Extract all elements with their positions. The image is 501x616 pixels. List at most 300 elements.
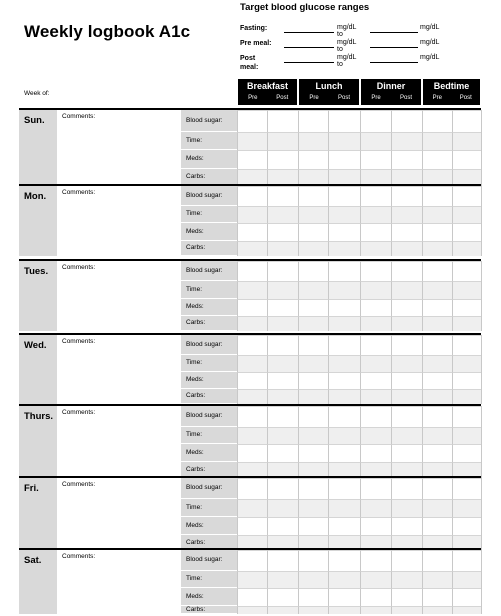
entry-cell[interactable] (328, 281, 360, 299)
grid-right-edge (481, 241, 482, 256)
row-label-4: Carbs: (181, 535, 237, 550)
entry-cell[interactable] (422, 571, 452, 588)
entry-cell[interactable] (422, 517, 452, 535)
entry-cell[interactable] (267, 355, 298, 372)
entry-cell[interactable] (267, 478, 298, 499)
entry-cell[interactable] (391, 241, 422, 256)
entry-cell[interactable] (237, 281, 267, 299)
entry-cell[interactable] (237, 499, 267, 517)
entry-cell[interactable] (360, 132, 391, 150)
day-name: Wed. (24, 340, 47, 351)
entry-cell[interactable] (267, 389, 298, 404)
row-label-1: Blood sugar: (181, 261, 237, 280)
entry-cell[interactable] (298, 499, 328, 517)
entry-cell[interactable] (452, 206, 481, 223)
entry-cell[interactable] (298, 223, 328, 241)
entry-cell[interactable] (328, 316, 360, 331)
day-name: Sat. (24, 555, 42, 566)
grid-right-edge (481, 110, 482, 132)
pre-label: Pre (371, 95, 381, 101)
entry-cell[interactable] (298, 261, 328, 281)
entry-cell[interactable] (391, 389, 422, 404)
target-unit-end: mg/dL (420, 54, 440, 61)
entry-cell[interactable] (298, 206, 328, 223)
entry-cell[interactable] (391, 132, 422, 150)
grid-right-edge (481, 281, 482, 299)
row-label-3: Meds: (181, 299, 237, 315)
entry-cell[interactable] (237, 444, 267, 462)
entry-cell[interactable] (298, 132, 328, 150)
target-ranges-heading: Target blood glucose ranges (240, 2, 370, 13)
entry-cell[interactable] (237, 241, 267, 256)
target-row-label: Post meal: (240, 55, 259, 71)
target-max-field[interactable] (370, 47, 418, 48)
target-row-label: Pre meal: (240, 40, 272, 47)
meal-name: Breakfast (246, 81, 289, 91)
entry-cell[interactable] (452, 261, 481, 281)
entry-cell[interactable] (391, 478, 422, 499)
entry-cell[interactable] (391, 261, 422, 281)
entry-cell[interactable] (267, 499, 298, 517)
row-label-3: Meds: (181, 444, 237, 461)
entry-cell[interactable] (391, 372, 422, 389)
row-label-2: Time: (181, 132, 237, 149)
entry-cell[interactable] (328, 389, 360, 404)
meal-name: Lunch (315, 81, 343, 91)
entry-cell[interactable] (267, 606, 298, 614)
entry-cell[interactable] (391, 206, 422, 223)
entry-cell[interactable] (237, 316, 267, 331)
target-max-field[interactable] (370, 62, 418, 63)
entry-cell[interactable] (360, 316, 391, 331)
entry-cell[interactable] (452, 406, 481, 427)
target-min-field[interactable] (284, 47, 334, 48)
entry-cell[interactable] (237, 355, 267, 372)
entry-cell[interactable] (237, 550, 267, 571)
entry-cell[interactable] (237, 478, 267, 499)
entry-cell[interactable] (391, 281, 422, 299)
entry-cell[interactable] (452, 299, 481, 316)
page-title: Weekly logbook A1c (24, 22, 191, 41)
entry-cell[interactable] (237, 571, 267, 588)
entry-cell[interactable] (422, 132, 452, 150)
entry-cell[interactable] (237, 261, 267, 281)
entry-cell[interactable] (391, 499, 422, 517)
grid-right-edge (481, 299, 482, 316)
target-unit-end: mg/dL (420, 39, 440, 46)
entry-cell[interactable] (328, 186, 360, 206)
entry-cell[interactable] (237, 517, 267, 535)
entry-cell[interactable] (452, 281, 481, 299)
entry-cell[interactable] (328, 444, 360, 462)
pre-label: Pre (432, 95, 442, 101)
entry-cell[interactable] (267, 281, 298, 299)
entry-cell[interactable] (328, 150, 360, 169)
entry-cell[interactable] (298, 335, 328, 355)
entry-cell[interactable] (452, 588, 481, 606)
grid-right-edge (481, 535, 482, 551)
entry-cell[interactable] (360, 110, 391, 132)
grid-right-edge (481, 499, 482, 517)
target-unit-to: mg/dL to (337, 39, 357, 53)
entry-cell[interactable] (452, 110, 481, 132)
row-label-2: Time: (181, 281, 237, 298)
entry-cell[interactable] (360, 261, 391, 281)
entry-cell[interactable] (328, 110, 360, 132)
post-label: Post (459, 95, 472, 101)
entry-cell[interactable] (298, 316, 328, 331)
target-min-field[interactable] (284, 32, 334, 33)
row-label-2: Time: (181, 206, 237, 222)
entry-cell[interactable] (391, 316, 422, 331)
entry-cell[interactable] (391, 186, 422, 206)
entry-cell[interactable] (328, 478, 360, 499)
entry-cell[interactable] (237, 389, 267, 404)
comments-label: Comments: (62, 189, 96, 196)
entry-cell[interactable] (452, 606, 481, 614)
entry-cell[interactable] (422, 335, 452, 355)
grid-right-edge (481, 335, 482, 355)
entry-cell[interactable] (267, 186, 298, 206)
entry-cell[interactable] (452, 335, 481, 355)
grid-right-edge (481, 444, 482, 462)
entry-cell[interactable] (391, 355, 422, 372)
entry-cell[interactable] (328, 550, 360, 571)
row-label-2: Time: (181, 499, 237, 516)
entry-cell[interactable] (360, 606, 391, 614)
entry-cell[interactable] (267, 241, 298, 256)
grid-right-edge (481, 132, 482, 150)
meal-header-bedtime (423, 79, 480, 105)
entry-cell[interactable] (422, 241, 452, 256)
entry-cell[interactable] (237, 606, 267, 614)
entry-cell[interactable] (237, 427, 267, 444)
entry-cell[interactable] (237, 110, 267, 132)
grid-right-edge (481, 517, 482, 535)
entry-cell[interactable] (360, 427, 391, 444)
entry-cell[interactable] (298, 406, 328, 427)
row-label-1: Blood sugar: (181, 550, 237, 570)
entry-cell[interactable] (452, 478, 481, 499)
comments-label: Comments: (62, 338, 96, 345)
entry-cell[interactable] (328, 517, 360, 535)
entry-cell[interactable] (298, 372, 328, 389)
entry-cell[interactable] (298, 427, 328, 444)
day-name: Tues. (24, 266, 49, 277)
entry-cell[interactable] (422, 150, 452, 169)
entry-cell[interactable] (422, 588, 452, 606)
row-label-3: Meds: (181, 588, 237, 605)
entry-cell[interactable] (360, 389, 391, 404)
comments-label: Comments: (62, 113, 96, 120)
entry-cell[interactable] (452, 571, 481, 588)
entry-cell[interactable] (422, 389, 452, 404)
entry-cell[interactable] (328, 499, 360, 517)
meal-name: Bedtime (433, 81, 470, 91)
entry-cell[interactable] (422, 110, 452, 132)
entry-cell[interactable] (452, 427, 481, 444)
entry-cell[interactable] (391, 571, 422, 588)
target-min-field[interactable] (284, 62, 334, 63)
entry-cell[interactable] (422, 186, 452, 206)
entry-cell[interactable] (267, 110, 298, 132)
entry-cell[interactable] (237, 206, 267, 223)
row-label-3: Meds: (181, 517, 237, 534)
entry-cell[interactable] (452, 132, 481, 150)
entry-cell[interactable] (360, 588, 391, 606)
entry-cell[interactable] (452, 517, 481, 535)
entry-cell[interactable] (237, 406, 267, 427)
entry-cell[interactable] (298, 588, 328, 606)
day-name: Fri. (24, 483, 39, 494)
entry-cell[interactable] (422, 550, 452, 571)
entry-cell[interactable] (360, 499, 391, 517)
day-block-thurs (19, 404, 481, 478)
entry-cell[interactable] (391, 223, 422, 241)
entry-cell[interactable] (328, 335, 360, 355)
grid-right-edge (481, 406, 482, 427)
entry-cell[interactable] (422, 427, 452, 444)
entry-cell[interactable] (328, 241, 360, 256)
row-label-1: Blood sugar: (181, 406, 237, 426)
meal-header-lunch (299, 79, 359, 105)
entry-cell[interactable] (422, 372, 452, 389)
comments-label: Comments: (62, 409, 96, 416)
grid-right-edge (481, 478, 482, 499)
entry-cell[interactable] (267, 150, 298, 169)
entry-cell[interactable] (452, 223, 481, 241)
entry-cell[interactable] (267, 132, 298, 150)
entry-cell[interactable] (267, 588, 298, 606)
entry-cell[interactable] (328, 132, 360, 150)
entry-cell[interactable] (452, 550, 481, 571)
entry-cell[interactable] (360, 355, 391, 372)
row-label-3: Meds: (181, 372, 237, 388)
entry-cell[interactable] (298, 150, 328, 169)
entry-cell[interactable] (328, 206, 360, 223)
entry-cell[interactable] (267, 261, 298, 281)
entry-cell[interactable] (452, 241, 481, 256)
entry-cell[interactable] (391, 110, 422, 132)
grid-right-edge (481, 372, 482, 389)
entry-cell[interactable] (298, 281, 328, 299)
entry-cell[interactable] (452, 186, 481, 206)
entry-cell[interactable] (267, 571, 298, 588)
day-block-sun (19, 108, 481, 186)
entry-cell[interactable] (360, 186, 391, 206)
entry-cell[interactable] (298, 241, 328, 256)
entry-cell[interactable] (267, 372, 298, 389)
row-label-4: Carbs: (181, 241, 237, 255)
entry-cell[interactable] (328, 406, 360, 427)
entry-cell[interactable] (391, 606, 422, 614)
row-label-1: Blood sugar: (181, 478, 237, 498)
grid-right-edge (481, 389, 482, 404)
entry-cell[interactable] (237, 588, 267, 606)
entry-cell[interactable] (452, 444, 481, 462)
row-label-1: Blood sugar: (181, 186, 237, 205)
entry-cell[interactable] (391, 150, 422, 169)
entry-cell[interactable] (422, 223, 452, 241)
entry-cell[interactable] (237, 372, 267, 389)
entry-cell[interactable] (422, 478, 452, 499)
entry-cell[interactable] (422, 299, 452, 316)
row-label-3: Meds: (181, 223, 237, 240)
entry-cell[interactable] (298, 444, 328, 462)
post-label: Post (337, 95, 350, 101)
entry-cell[interactable] (267, 299, 298, 316)
entry-cell[interactable] (452, 372, 481, 389)
entry-cell[interactable] (298, 478, 328, 499)
entry-cell[interactable] (237, 299, 267, 316)
entry-cell[interactable] (298, 299, 328, 316)
meal-name: Dinner (376, 81, 406, 91)
entry-cell[interactable] (422, 606, 452, 614)
entry-cell[interactable] (298, 606, 328, 614)
entry-cell[interactable] (267, 206, 298, 223)
grid-right-edge (481, 316, 482, 331)
entry-cell[interactable] (328, 588, 360, 606)
entry-cell[interactable] (360, 335, 391, 355)
entry-cell[interactable] (298, 355, 328, 372)
entry-cell[interactable] (391, 550, 422, 571)
entry-cell[interactable] (391, 335, 422, 355)
pre-label: Pre (248, 95, 258, 101)
row-label-2: Time: (181, 355, 237, 371)
post-label: Post (276, 95, 289, 101)
target-unit-end: mg/dL (420, 24, 440, 31)
entry-cell[interactable] (391, 427, 422, 444)
grid-right-edge (481, 571, 482, 588)
entry-cell[interactable] (267, 335, 298, 355)
entry-cell[interactable] (328, 571, 360, 588)
entry-cell[interactable] (328, 606, 360, 614)
entry-cell[interactable] (422, 206, 452, 223)
entry-cell[interactable] (237, 150, 267, 169)
entry-cell[interactable] (267, 517, 298, 535)
entry-cell[interactable] (360, 372, 391, 389)
entry-cell[interactable] (452, 499, 481, 517)
entry-cell[interactable] (328, 372, 360, 389)
day-block-sat (19, 548, 481, 614)
entry-cell[interactable] (360, 150, 391, 169)
comments-label: Comments: (62, 553, 96, 560)
entry-cell[interactable] (267, 406, 298, 427)
entry-cell[interactable] (328, 355, 360, 372)
grid-right-edge (481, 550, 482, 571)
entry-cell[interactable] (328, 299, 360, 316)
comments-label: Comments: (62, 264, 96, 271)
entry-cell[interactable] (422, 316, 452, 331)
entry-cell[interactable] (298, 571, 328, 588)
entry-cell[interactable] (328, 427, 360, 444)
entry-cell[interactable] (422, 261, 452, 281)
entry-cell[interactable] (360, 517, 391, 535)
pre-label: Pre (309, 95, 319, 101)
entry-cell[interactable] (391, 299, 422, 316)
entry-cell[interactable] (391, 588, 422, 606)
day-name: Thurs. (24, 411, 54, 422)
row-label-2: Time: (181, 571, 237, 587)
row-label-4: Carbs: (181, 169, 237, 185)
entry-cell[interactable] (360, 206, 391, 223)
entry-cell[interactable] (360, 241, 391, 256)
entry-cell[interactable] (267, 316, 298, 331)
entry-cell[interactable] (298, 186, 328, 206)
entry-cell[interactable] (360, 478, 391, 499)
entry-cell[interactable] (422, 499, 452, 517)
entry-cell[interactable] (360, 444, 391, 462)
entry-cell[interactable] (267, 427, 298, 444)
entry-cell[interactable] (422, 406, 452, 427)
entry-cell[interactable] (360, 299, 391, 316)
day-block-mon (19, 184, 481, 256)
row-label-4: Carbs: (181, 606, 237, 613)
entry-cell[interactable] (298, 517, 328, 535)
entry-cell[interactable] (360, 406, 391, 427)
entry-cell[interactable] (267, 550, 298, 571)
grid-right-edge (481, 206, 482, 223)
entry-cell[interactable] (452, 316, 481, 331)
meal-header-dinner (361, 79, 421, 105)
entry-cell[interactable] (328, 223, 360, 241)
entry-cell[interactable] (360, 550, 391, 571)
entry-cell[interactable] (360, 223, 391, 241)
target-unit-to: mg/dL to (337, 24, 357, 38)
entry-cell[interactable] (422, 444, 452, 462)
entry-cell[interactable] (391, 517, 422, 535)
comments-label: Comments: (62, 481, 96, 488)
target-max-field[interactable] (370, 32, 418, 33)
entry-cell[interactable] (422, 355, 452, 372)
entry-cell[interactable] (452, 355, 481, 372)
entry-cell[interactable] (298, 550, 328, 571)
day-block-tues (19, 259, 481, 331)
row-label-2: Time: (181, 427, 237, 443)
row-label-3: Meds: (181, 150, 237, 168)
row-label-4: Carbs: (181, 462, 237, 477)
entry-cell[interactable] (298, 389, 328, 404)
grid-right-edge (481, 355, 482, 372)
entry-cell[interactable] (237, 335, 267, 355)
row-label-4: Carbs: (181, 389, 237, 403)
day-name: Sun. (24, 115, 45, 126)
week-of-label: Week of: (24, 90, 50, 97)
entry-cell[interactable] (237, 223, 267, 241)
row-label-1: Blood sugar: (181, 335, 237, 354)
entry-cell[interactable] (237, 132, 267, 150)
grid-right-edge (481, 588, 482, 606)
entry-cell[interactable] (360, 571, 391, 588)
grid-right-edge (481, 261, 482, 281)
entry-cell[interactable] (360, 281, 391, 299)
entry-cell[interactable] (391, 444, 422, 462)
post-label: Post (399, 95, 412, 101)
row-label-4: Carbs: (181, 316, 237, 330)
entry-cell[interactable] (237, 186, 267, 206)
entry-cell[interactable] (267, 223, 298, 241)
entry-cell[interactable] (422, 281, 452, 299)
entry-cell[interactable] (298, 110, 328, 132)
entry-cell[interactable] (391, 406, 422, 427)
entry-cell[interactable] (328, 261, 360, 281)
day-block-fri (19, 476, 481, 551)
entry-cell[interactable] (267, 444, 298, 462)
grid-right-edge (481, 186, 482, 206)
entry-cell[interactable] (452, 150, 481, 169)
day-block-wed (19, 333, 481, 404)
entry-cell[interactable] (452, 389, 481, 404)
